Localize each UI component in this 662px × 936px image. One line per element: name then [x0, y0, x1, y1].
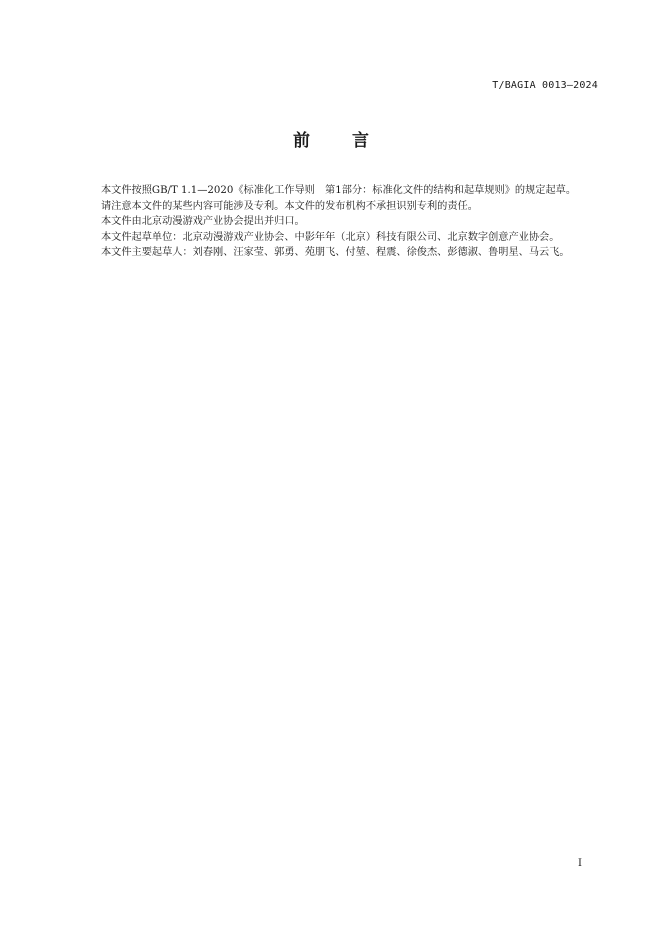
paragraph-patent-notice: 请注意本文件的某些内容可能涉及专利。本文件的发布机构不承担识别专利的责任。	[101, 200, 478, 212]
title-char-1: 前	[293, 131, 310, 151]
page-number: I	[578, 858, 582, 869]
foreword-body	[80, 183, 598, 261]
page-title	[0, 126, 662, 151]
paragraph-proposer: 本文件由北京动漫游戏产业协会提出并归口。	[101, 216, 305, 228]
paragraph-drafting-basis: 本文件按照GB/T 1.1—2020《标准化工作导则 第1部分：标准化文件的结构和起草规则》的规定起草。	[101, 185, 577, 196]
paragraph-drafters: 本文件主要起草人：刘春刚、汪家莹、郭勇、苑朋飞、付堃、程震、徐俊杰、彭德淑、鲁明星、马云飞。	[101, 247, 570, 259]
title-char-2: 言	[352, 131, 369, 151]
document-code: T/BAGIA 0013—2024	[492, 80, 598, 91]
paragraph-drafting-units: 本文件起草单位：北京动漫游戏产业协会、中影年年（北京）科技有限公司、北京数字创意产业协会。	[101, 231, 560, 243]
